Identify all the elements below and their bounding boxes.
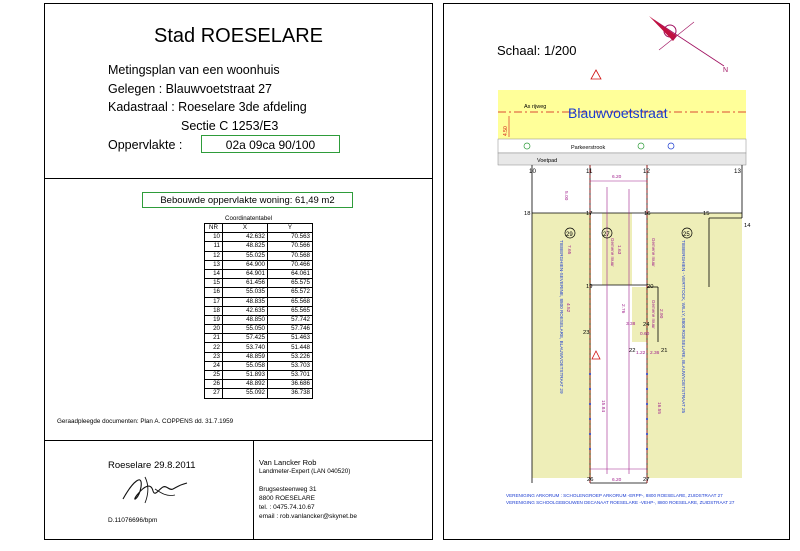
dim-label-13: 16.55 (656, 402, 661, 415)
coord-nr: 20 (205, 325, 223, 334)
page-title: Stad ROESELARE (154, 25, 323, 47)
dim-label-11: 2.36 (650, 351, 660, 356)
coord-nr: 27 (205, 389, 223, 398)
coord-y: 53.226 (268, 352, 313, 361)
left-sheet (44, 3, 433, 540)
coord-x: 48.825 (223, 242, 268, 251)
coord-nr: 18 (205, 306, 223, 315)
coord-x: 64.901 (223, 269, 268, 278)
table-row (205, 380, 313, 389)
table-row (205, 260, 313, 269)
footer-owner-2: VERENIGING SCHOOLGEBOUWEN DECANAAT ROESELARE -VEHP-, 8800 ROESELARE, ZUIDSTRAAT 27 (506, 500, 735, 505)
dim-label-9: 0.60 (640, 332, 650, 337)
dim-label-6: 2.76 (620, 304, 625, 314)
coord-nr: 21 (205, 334, 223, 343)
coord-header-x: X (223, 224, 268, 233)
coord-x: 55.092 (223, 389, 268, 398)
point-label-14: 14 (744, 223, 751, 229)
coord-nr: 12 (205, 251, 223, 260)
coord-nr: 16 (205, 288, 223, 297)
dim-label-14: 6.20 (612, 478, 622, 483)
coord-y: 65.572 (268, 288, 313, 297)
parking-label: Parkeerstrook (571, 145, 606, 151)
coord-x: 61.456 (223, 279, 268, 288)
dim-label-3: 7.65 (566, 245, 571, 255)
place-date: Roeselare 29.8.2011 (108, 460, 196, 471)
footer-owner-1: VERENIGING ARKORUM : SCHOLENGROEP ARKORUM -ERPP-, 8800 ROESELARE, ZUIDSTRAAT 27 (506, 493, 723, 498)
point-label-21: 21 (661, 348, 668, 354)
coord-table (204, 223, 313, 399)
sidewalk-label: Voetpad (537, 158, 558, 164)
built-area-box (142, 192, 353, 208)
table-row (205, 334, 313, 343)
area-label: Oppervlakte : (108, 138, 183, 152)
point-label-17: 17 (586, 211, 593, 217)
north-arrow-icon (649, 16, 728, 74)
table-row (205, 371, 313, 380)
point-label-13: 13 (734, 168, 741, 175)
address-line1: Brugsesteenweg 31 (259, 486, 317, 493)
coord-x: 55.058 (223, 361, 268, 370)
point-label-26: 26 (587, 477, 594, 483)
point-label-24: 24 (643, 322, 650, 328)
table-row (205, 288, 313, 297)
point-label-10: 10 (529, 168, 536, 175)
dim-label-10: 1.22 (636, 351, 646, 356)
reference-number: D.11076696/bpm (108, 517, 158, 524)
location-line: Gelegen : Blauwvoetstraat 27 (108, 82, 272, 96)
point-label-20: 20 (647, 284, 654, 290)
table-row (205, 315, 313, 324)
table-row (205, 297, 313, 306)
area-value: 02a 09ca 90/100 (225, 138, 316, 152)
coord-nr: 26 (205, 380, 223, 389)
coord-x: 55.050 (223, 325, 268, 334)
coord-y: 51.448 (268, 343, 313, 352)
coord-y: 51.463 (268, 334, 313, 343)
coord-x: 48.892 (223, 380, 268, 389)
dim-label-4: 1.63 (616, 245, 621, 255)
signature-divider (253, 441, 254, 540)
coord-y: 36.686 (268, 380, 313, 389)
table-row (205, 325, 313, 334)
coord-nr: 10 (205, 233, 223, 242)
table-row (205, 361, 313, 370)
coord-y: 53.703 (268, 361, 313, 370)
dim-label-12: 15.84 (600, 400, 605, 413)
table-row (205, 352, 313, 361)
coord-y: 57.742 (268, 315, 313, 324)
consulted-documents: Geraadpleegde documenten: Plan A. COPPENS dd. 31.7.1959 (57, 418, 234, 425)
point-label-27: 27 (643, 477, 650, 483)
street-name: Blauwvoetstraat (568, 105, 668, 121)
table-row (205, 251, 313, 260)
table-row (205, 233, 313, 242)
surveyor-title: Landmeter-Expert (LAN 040520) (259, 468, 351, 475)
dim-label-2: 5.00 (563, 191, 568, 201)
coord-nr: 15 (205, 279, 223, 288)
coord-y: 70.566 (268, 242, 313, 251)
point-label-11: 11 (586, 168, 593, 175)
coord-nr: 23 (205, 352, 223, 361)
point-label-22: 22 (629, 348, 636, 354)
benchmark-triangle-icon (591, 70, 601, 79)
section-line: Sectie C 1253/E3 (181, 119, 279, 133)
parcel-number-29: 29 (566, 232, 573, 238)
address-line2: 8800 ROESELARE (259, 495, 316, 502)
parcel-number-27: 27 (603, 232, 610, 238)
handwritten-signature (115, 469, 195, 509)
top-point-labels (529, 168, 741, 175)
coord-y: 65.575 (268, 279, 313, 288)
coord-x: 48.835 (223, 297, 268, 306)
coord-nr: 11 (205, 242, 223, 251)
coord-nr: 19 (205, 315, 223, 324)
coord-x: 51.893 (223, 371, 268, 380)
coord-header-y: Y (268, 224, 313, 233)
email: email : rob.vanlancker@skynet.be (259, 513, 358, 520)
coord-x: 64.900 (223, 260, 268, 269)
parcel-number-25: 25 (683, 232, 690, 238)
table-row (205, 389, 313, 398)
coord-x: 55.035 (223, 288, 268, 297)
coord-x: 53.740 (223, 343, 268, 352)
common-wall-label-3: Gemene muur (651, 300, 656, 329)
coord-y: 65.568 (268, 297, 313, 306)
point-label-12: 12 (643, 168, 650, 175)
coord-nr: 25 (205, 371, 223, 380)
table-row (205, 306, 313, 315)
point-label-18: 18 (524, 211, 531, 217)
coord-x: 48.850 (223, 315, 268, 324)
coord-x: 57.425 (223, 334, 268, 343)
area-value-box (201, 135, 340, 153)
coord-x: 42.632 (223, 233, 268, 242)
coord-y: 64.061 (268, 269, 313, 278)
point-label-19: 19 (586, 284, 593, 290)
plan-scale: Schaal: 1/200 (497, 43, 577, 58)
coord-y: 57.746 (268, 325, 313, 334)
site-plan (444, 4, 789, 539)
right-sheet (443, 3, 790, 540)
dim-label-1: 6.20 (612, 175, 622, 180)
table-row (205, 279, 313, 288)
coord-x: 42.635 (223, 306, 268, 315)
plan-description: Metingsplan van een woonhuis (108, 63, 280, 77)
coord-y: 70.568 (268, 251, 313, 260)
coord-x: 55.025 (223, 251, 268, 260)
coord-x: 48.859 (223, 352, 268, 361)
coord-nr: 24 (205, 361, 223, 370)
width-dimension: 4.50 (503, 126, 509, 136)
coord-nr: 14 (205, 269, 223, 278)
table-row (205, 242, 313, 251)
phone: tel. : 0475.74.10.67 (259, 504, 315, 511)
owner-right: TIEBERGHIEN - VERTTOCK, WILLY, 8800 ROESELARE, BLAUWVOETSTRAAT 25 (681, 240, 686, 414)
coord-nr: 22 (205, 343, 223, 352)
road-axis-label: As rijweg (524, 104, 547, 110)
coord-y: 65.565 (268, 306, 313, 315)
point-label-15: 15 (703, 211, 710, 217)
cadastral-line: Kadastraal : Roeselare 3de afdeling (108, 100, 307, 114)
owner-left: TIEBERGHIEN-SEVERINE, 8800 ROESELARE, BLAUWVOETSTRAAT 29 (559, 240, 564, 394)
built-area-text: Bebouwde oppervlakte woning: 61,49 m2 (160, 195, 335, 206)
common-wall-label-2: Gemene muur (651, 238, 656, 267)
table-row (205, 269, 313, 278)
coord-nr: 13 (205, 260, 223, 269)
coord-nr: 17 (205, 297, 223, 306)
dim-label-7: 2.90 (658, 309, 663, 319)
dim-label-5: 4.52 (565, 303, 570, 313)
coord-y: 70.563 (268, 233, 313, 242)
signature-section (45, 440, 432, 540)
sidewalk (498, 153, 746, 165)
coord-y: 70.466 (268, 260, 313, 269)
parking-strip (498, 139, 746, 153)
point-label-16: 16 (644, 211, 651, 217)
coord-header-nr: NR (205, 224, 223, 233)
dim-label-8: 3.38 (626, 322, 636, 327)
point-label-23: 23 (583, 330, 590, 336)
header-section (45, 4, 432, 179)
coord-y: 36.738 (268, 389, 313, 398)
common-wall-label-1: Gemene muur (610, 238, 615, 267)
table-row (205, 343, 313, 352)
north-label: N (723, 67, 729, 74)
coord-table-title: Coordinatentabel (225, 215, 273, 222)
coord-y: 53.701 (268, 371, 313, 380)
surveyor-name: Van Lancker Rob (259, 458, 317, 467)
